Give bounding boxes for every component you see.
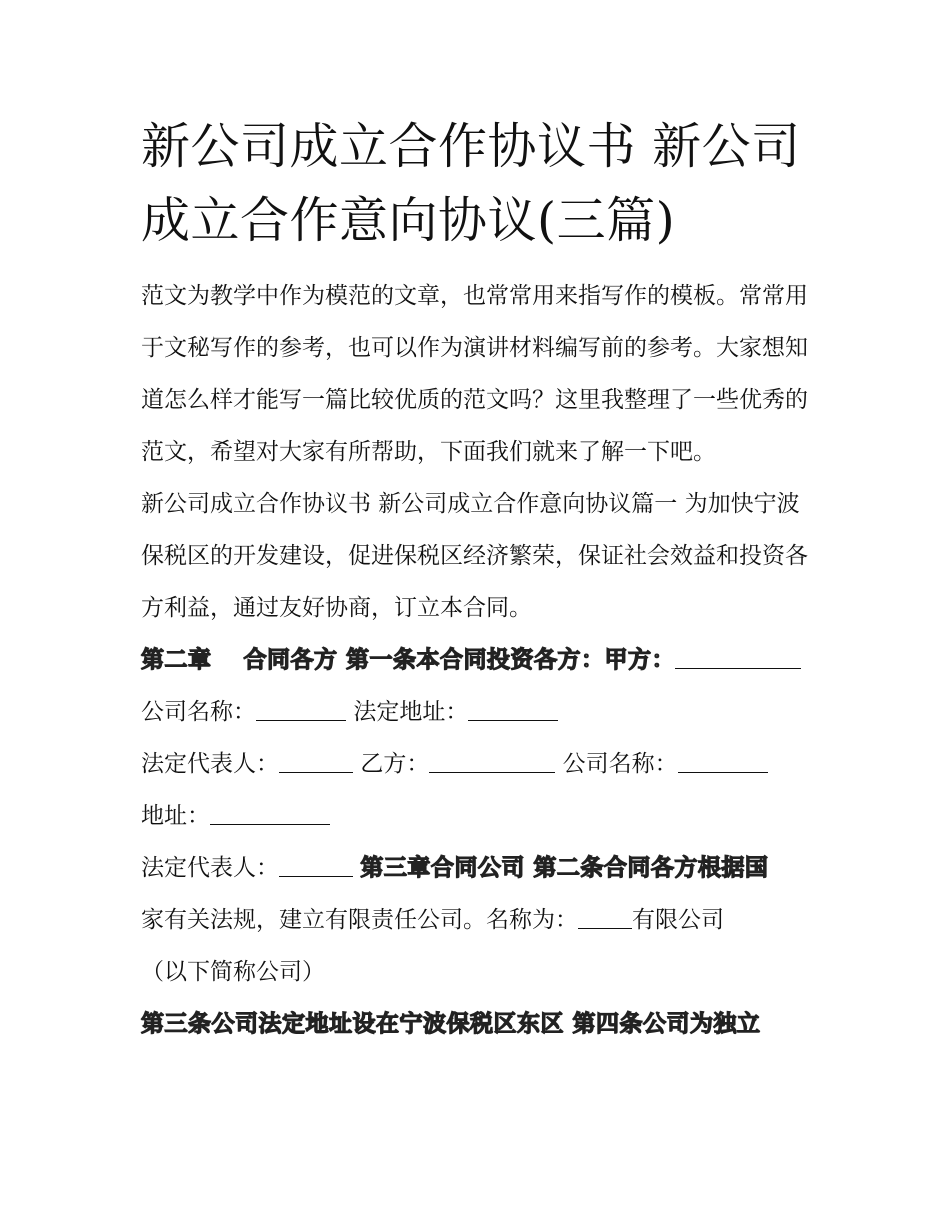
company-name-label-2: 公司名称： bbox=[562, 751, 678, 777]
document-title bbox=[141, 110, 821, 258]
document-content bbox=[141, 110, 821, 1050]
title-line-1: 新公司成立合作协议书 新公司 bbox=[141, 118, 801, 175]
party-a-blank bbox=[675, 648, 801, 669]
legal-rep-label-2: 法定代表人： bbox=[141, 855, 279, 881]
legal-address-label: 法定地址： bbox=[353, 699, 469, 725]
article-2-text: 家有关法规，建立有限责任公司。名称为： bbox=[141, 907, 578, 933]
address-blank bbox=[210, 804, 330, 825]
title-line-2: 成立合作意向协议(三篇) bbox=[141, 192, 676, 249]
abbreviation-note: （以下简称公司） bbox=[141, 959, 325, 985]
intro-paragraph: 范文为教学中作为模范的文章，也常常用来指写作的模板。常常用于文秘写作的参考，也可以作为演讲材料编写前的参考。大家想知道怎么样才能写一篇比较优质的范文吗？这里我整理了一些优秀的范文，希望对大家有所帮助，下面我们就来了解一下吧。 bbox=[141, 283, 808, 465]
chapter-3-heading: 第三章合同公司 第二条合同各方根据国 bbox=[360, 855, 769, 881]
chapter-2-heading: 第二章 合同各方 第一条本合同投资各方： bbox=[141, 647, 605, 673]
legal-rep-blank-2 bbox=[279, 856, 353, 877]
party-b-label: 乙方： bbox=[360, 751, 430, 777]
section-1-paragraph: 新公司成立合作协议书 新公司成立合作意向协议篇一 为加快宁波保税区的开发建设，促进保税区经济繁荣，保证社会效益和投资各方利益，通过友好协商，订立本合同。 bbox=[141, 491, 808, 621]
legal-address-blank bbox=[468, 700, 558, 721]
company-name-label: 公司名称： bbox=[141, 699, 256, 725]
party-a-label: 甲方： bbox=[604, 647, 676, 673]
party-b-blank bbox=[429, 752, 555, 773]
legal-rep-blank bbox=[279, 752, 353, 773]
company-name-blank-2 bbox=[678, 752, 768, 773]
limited-company-text: 有限公司 bbox=[632, 907, 724, 933]
contract-parties-paragraph bbox=[141, 634, 821, 1050]
legal-rep-label: 法定代表人： bbox=[141, 751, 279, 777]
address-label: 地址： bbox=[141, 803, 210, 829]
company-name-blank-3 bbox=[578, 908, 632, 929]
article-3-4-heading: 第三条公司法定地址设在宁波保税区东区 第四条公司为独立 bbox=[141, 1011, 761, 1037]
company-name-blank bbox=[256, 700, 346, 721]
